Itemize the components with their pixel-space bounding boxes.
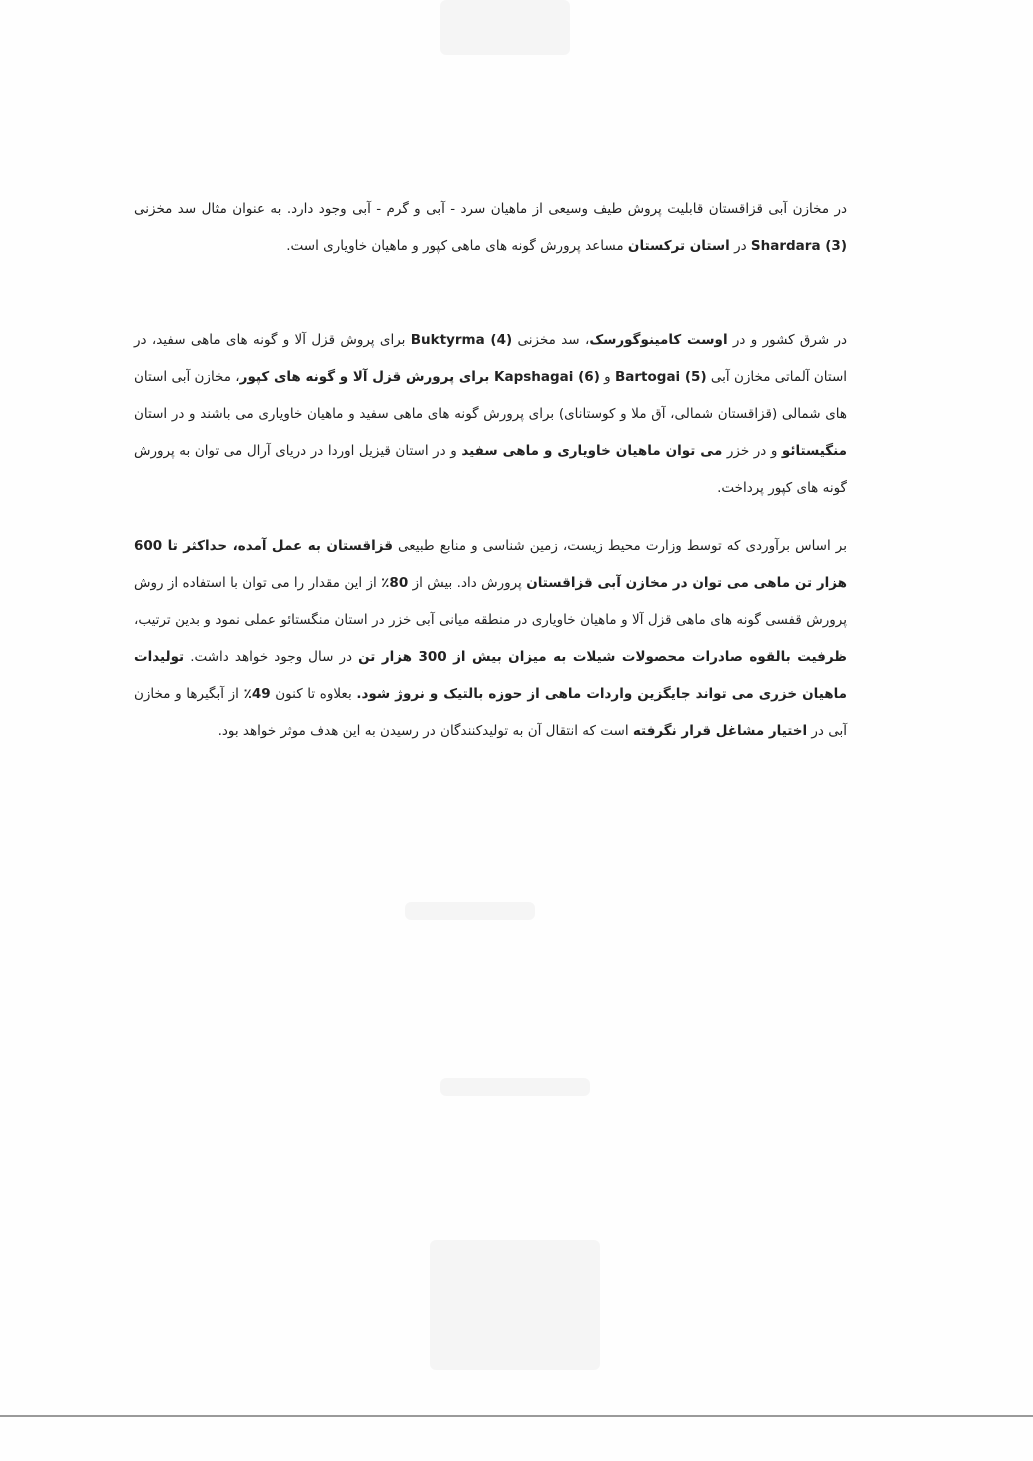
paragraph-segment-bold: Shardara (3) (750, 238, 847, 254)
paragraph-segment: است که انتقال آن به تولیدکنندگان در رسیدن به این هدف موثر خواهد بود. (217, 723, 633, 739)
paragraph-segment: در شرق کشور و در (727, 332, 847, 348)
paragraph-segment-bold: ظرفیت بالقوه صادرات محصولات شیلات به میزان بیش از 300 هزار تن (358, 649, 847, 665)
paragraph-segment: بعلاوه تا کنون (270, 686, 357, 702)
paragraph-segment: بر اساس برآوردی که توسط وزارت محیط زیست، زمین شناسی و منابع طبیعی (392, 538, 847, 554)
paragraph-segment-bold: قزاقستان به عمل آمده، حداکثر تا 600 هزار تن ماهی می توان در مخازن آبی قزاقستان (134, 538, 848, 591)
scan-edge-line (0, 1415, 1033, 1417)
paragraph-segment-bold: تولیدات ماهیان خزری می تواند جایگزین واردات ماهی از حوزه بالتیک و نروژ شود. (134, 649, 847, 702)
paragraph-segment: در سال وجود خواهد داشت. (184, 649, 359, 665)
paragraph-segment: پرورش داد. بیش از (408, 575, 527, 591)
paragraph-segment: مساعد پرورش گونه های ماهی کپور و ماهیان خاویاری است. (286, 238, 628, 254)
paragraph-segment-bold: برای پرورش قزل آلا و گونه های کپور (239, 369, 495, 385)
paragraph-segment: از آبگیرها و مخازن آبی در (134, 686, 847, 739)
paragraph-segment: ، مخازن آبی استان های شمالی (قزاقستان شمالی، آق ملا و کوستانای) برای پرورش گونه های ماهی سفید و ماهیان خاویاری می باشند و در استان (134, 369, 847, 422)
paragraph-segment: از این مقدار را می توان با استفاده از روش پرورش قفسی گونه های ماهی قزل آلا و ماهیان خاویاری در منطقه میانی آبی خزر در استان منگستائو عملی نمود و بدین ترتیب، (134, 575, 847, 628)
paragraph-segment: و (599, 369, 615, 385)
paragraph-segment: ، سد مخزنی (512, 332, 590, 348)
paragraph-segment-bold: اختیار مشاغل قرار نگرفته (632, 723, 808, 739)
show-through-smudge-top (440, 0, 570, 55)
paragraph-segment-bold: 80٪ (381, 575, 409, 591)
show-through-smudge-bottom (430, 1240, 600, 1370)
paragraph-segment: در (729, 238, 751, 254)
paragraph-segment: برای پروش قزل آلا و گونه های ماهی سفید، در استان آلماتی مخازن آبی (134, 332, 848, 385)
show-through-smudge-middle-lower (440, 1078, 590, 1096)
paragraph-segment-bold: Bartogai (5) (615, 369, 707, 385)
paragraph-segment: در مخازن آبی قزاقستان قابلیت پروش طیف وسیعی از ماهیان سرد - آبی و گرم - آبی وجود دارد. به عنوان مثال سد مخزنی (134, 201, 847, 217)
paragraph-segment-bold: Kapshagai (6) (494, 369, 600, 385)
paragraph-segment-bold: 49٪ (243, 686, 271, 702)
paragraph-segment: و در استان قیزیل اوردا در دریای آرال می توان به پرورش گونه های کپور پرداخت. (134, 443, 847, 496)
paragraph-reservoir-capacity (134, 191, 847, 265)
paragraph-segment-bold: اوست کامینوگورسک (589, 332, 728, 348)
paragraph-segment-bold: منگیستائو (781, 443, 848, 459)
paragraph-segment-bold: می توان ماهیان خاویاری و ماهی سفید (461, 443, 723, 459)
paragraph-segment: و در خزر (722, 443, 782, 459)
show-through-smudge-middle (405, 902, 535, 920)
paragraph-production-estimate (134, 528, 847, 750)
paragraph-regional-reservoirs (134, 322, 847, 507)
paragraph-segment-bold: Buktyrma (4) (410, 332, 513, 348)
paragraph-segment-bold: استان ترکستان (627, 238, 730, 254)
